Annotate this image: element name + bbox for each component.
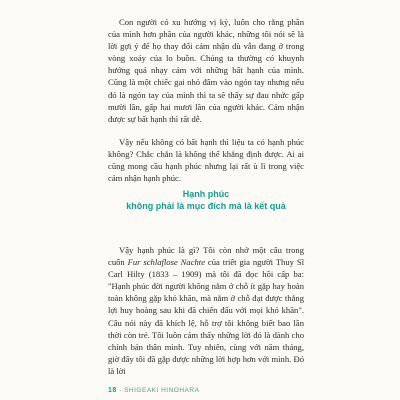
section-heading bbox=[108, 189, 304, 212]
footer-separator: · bbox=[119, 387, 122, 394]
page-number: 18 bbox=[108, 387, 117, 394]
section-heading-line-2: không phải là mục đích mà là kết quả bbox=[126, 200, 286, 211]
body-paragraph-1: Con người có xu hướng vị kỷ, luôn cho rằng phần của mình hơn phần của người khác, những tôi nói sẽ là lời gợi ý để họ thay đổi cảm nhận dù vẫn đang ở trong vòng xoáy của lo buồn. Chúng ta thường có khuynh hướng quá nhạy cảm với những bất hạnh của mình. Cũng là một chiếc gai nhỏ đâm vào ngón tay nhưng nếu đó là ngón tay của mình thì ta sẽ thấy sự đau nhức gấp mười lần, gấp hai mươi lần của người khác. Cảm nhận được sự bất hạnh thì rất dễ. bbox=[108, 17, 304, 124]
body-paragraph-2: Vậy nếu không có bất hạnh thì liệu ta có hạnh phúc không? Chắc chắn là không thể khẳng định được. Ai ai cũng mong cầu hạnh phúc nhưng lại rất ù lì trong việc cảm nhận hạnh phúc. bbox=[108, 137, 304, 184]
body-paragraph-3 bbox=[108, 244, 304, 377]
section-heading-line-1: Hạnh phúc bbox=[182, 189, 230, 199]
footer-author: SHIGEAKI HINOHARA bbox=[124, 387, 200, 394]
paragraph-3-text-b: của triết gia người Thuy Sĩ Carl Hilty (1833 – 1909) mà tôi đã đọc hồi cấp ba: "Hạnh phúc đời người không nằm ở chỗ ít gặp hay hoàn toàn không gặp khó khăn, mà nằm ở chỗ đạt được thắng lợi huy hoàng sau khi đã chiến đấu với mọi khó khăn". Câu nói này đã khích lệ, hỗ trợ tôi không biết bao lần thời còn trẻ. Tôi luôn cảm thấy những lời đó là dành cho chính bản thân mình. Tuy nhiên, cùng với năm tháng, giờ đây tôi đã gặp được những lời hợp hơn với mình. Đó là lời bbox=[108, 257, 304, 376]
paragraph-3-text-a: Vậy hạnh phúc là gì? Tôi còn nhớ một câu trong cuốn bbox=[108, 245, 304, 268]
page-footer bbox=[108, 387, 199, 394]
book-title: Fur schlaflose Nachte bbox=[127, 257, 206, 268]
